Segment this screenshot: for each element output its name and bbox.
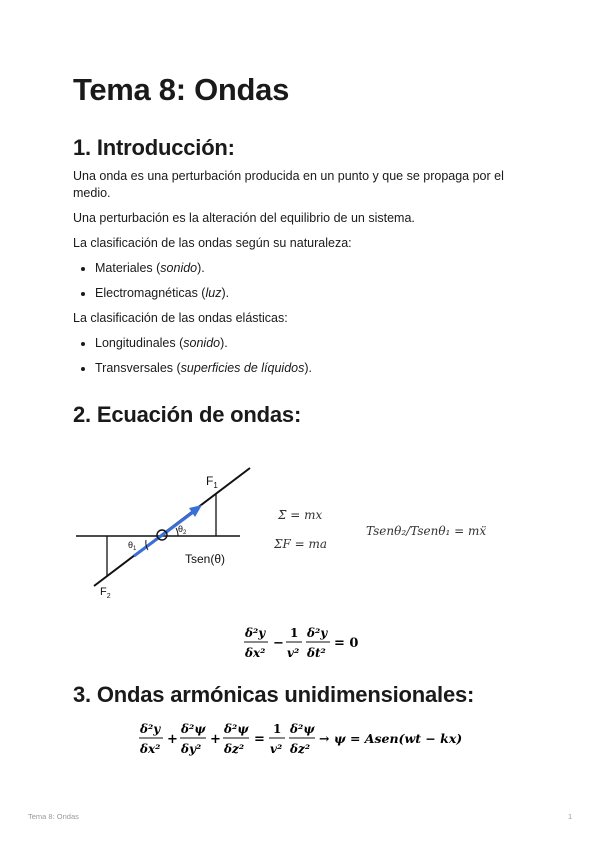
eq-denominator: v² — [270, 742, 283, 756]
harmonic-wave-equation — [136, 718, 466, 762]
list-item: Electromagnéticas (luz). — [95, 286, 230, 300]
handwritten-eq-newton: ΣF = ma — [274, 537, 328, 551]
eq-numerator: δ²y — [245, 626, 266, 640]
tension-vector-arrow — [134, 510, 196, 556]
paragraph-clasificacion-naturaleza: La clasificación de las ondas según su naturaleza: — [73, 236, 352, 250]
eq-plus: + — [167, 732, 178, 747]
eq-denominator: δz² — [224, 742, 245, 756]
page-title: Tema 8: Ondas — [73, 72, 290, 107]
eq-numerator: δ²y — [140, 722, 161, 736]
eq-numerator: δ²ψ — [181, 722, 206, 736]
label-f2: $F_2$ — [100, 586, 111, 600]
label-theta1: $\theta_1$ — [128, 540, 137, 552]
section-heading-ondas-armonicas: 3. Ondas armónicas unidimensionales: — [73, 682, 475, 707]
label-theta2: $\theta_2$ — [178, 524, 187, 536]
list-item: Transversales (superficies de líquidos). — [95, 361, 312, 375]
list-item: Materiales (sonido). — [95, 261, 205, 275]
eq-numerator: δ²ψ — [290, 722, 315, 736]
list-item: Longitudinales (sonido). — [95, 336, 228, 350]
eq-numerator: 1 — [290, 626, 299, 640]
label-tension: Tsen(θ) — [185, 552, 226, 566]
handwritten-eq-sum: Σ̄ = mx — [278, 508, 323, 522]
eq-minus: − — [273, 636, 284, 651]
eq-denominator: δx² — [245, 646, 266, 660]
eq-numerator: 1 — [273, 722, 282, 736]
string-tension-diagram — [70, 460, 270, 600]
eq-denominator: δy² — [181, 742, 202, 756]
eq-denominator: v² — [287, 646, 300, 660]
eq-equals: = — [254, 732, 265, 747]
wave-equation — [240, 622, 370, 666]
eq-denominator: δz² — [290, 742, 311, 756]
paragraph-clasificacion-elasticas: La clasificación de las ondas elásticas: — [73, 311, 288, 325]
section-heading-ecuacion: 2. Ecuación de ondas: — [73, 402, 302, 427]
eq-rhs: = 0 — [334, 636, 359, 651]
label-f1: $F_1$ — [206, 474, 218, 490]
eq-denominator: δt² — [307, 646, 326, 660]
paragraph-perturbacion-definition: Una perturbación es la alteración del equilibrio de un sistema. — [73, 211, 415, 225]
section-heading-introduccion: 1. Introducción: — [73, 135, 235, 160]
eq-numerator: δ²ψ — [224, 722, 249, 736]
eq-result: → ψ = Asen(wt − kx) — [319, 731, 463, 746]
footer-title: Tema 8: Ondas — [28, 812, 79, 821]
paragraph-onda-definition: Una onda es una perturbación producida en un punto y que se propaga por el medio. — [73, 169, 504, 200]
eq-denominator: δx² — [140, 742, 161, 756]
eq-plus: + — [210, 732, 221, 747]
handwritten-eq-ratio: Tsenθ₂/Tsenθ₁ = mẍ — [366, 524, 487, 538]
footer-page-number: 1 — [568, 812, 573, 821]
eq-numerator: δ²y — [307, 626, 328, 640]
